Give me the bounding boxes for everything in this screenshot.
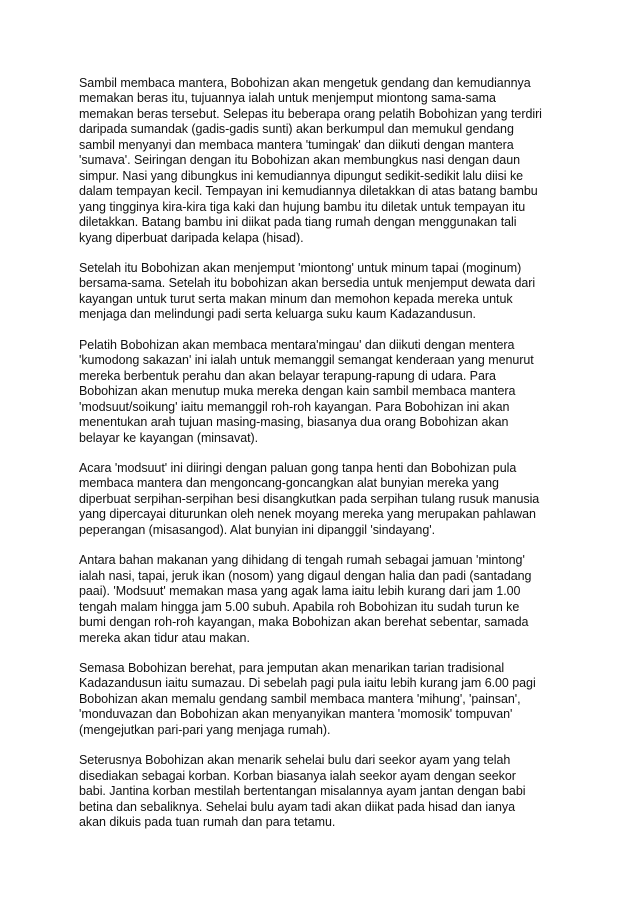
paragraph-4 — [79, 461, 565, 538]
text-line: dalam tempayan kecil. Tempayan ini kemudiannya diletakkan di atas batang bambu — [79, 184, 538, 199]
text-line: yang dipercayai diturunkan oleh nenek moyang mereka yang merupakan pahlawan — [79, 507, 536, 522]
document-body — [79, 76, 565, 830]
paragraph-2 — [79, 261, 565, 323]
text-line: bersama-sama. Setelah itu bobohizan akan bersedia untuk menjemput dewata dari — [79, 276, 536, 291]
text-line: betina dan sebaliknya. Sehelai bulu ayam tadi akan diikat pada hisad dan ianya — [79, 799, 515, 814]
text-line: Kadazandusun iaitu sumazau. Di sebelah pagi pula iaitu lebih kurang jam 6.00 pagi — [79, 676, 536, 691]
paragraph-6 — [79, 661, 565, 738]
text-line: Bobohizan akan menutup muka mereka dengan kain sambil membaca mantera — [79, 384, 516, 399]
text-line: (mengejutkan pari-pari yang menjaga rumah). — [79, 722, 331, 737]
text-line: sambil menyanyi dan membaca mantera 'tumingak' dan diikuti dengan mantera — [79, 137, 514, 152]
paragraph-5 — [79, 553, 565, 646]
text-line: diletakkan. Batang bambu ini diikat pada tiang rumah dengan menggunakan tali — [79, 215, 517, 230]
text-line: membaca mantera dan mengoncang-goncangkan alat bunyian mereka yang — [79, 476, 499, 491]
text-line: menjaga dan melindungi padi serta keluarga suku kaum Kadazandusun. — [79, 307, 476, 322]
text-line: simpur. Nasi yang dibungkus ini kemudiannya dipungut sedikit-sedikit lalu diisi ke — [79, 168, 524, 183]
text-line: 'monduvazan dan Bobohizan akan menyanyikan mantera 'momosik' tompuvan' — [79, 707, 513, 722]
text-line: ialah nasi, tapai, jeruk ikan (nosom) yang digaul dengan halia dan padi (santadang — [79, 568, 532, 583]
text-line: tengah malam hingga jam 5.00 subuh. Apabila roh Bobohizan itu sudah turun ke — [79, 599, 520, 614]
text-line: diperbuat serpihan-serpihan besi disangkutkan pada serpihan tulang rusuk manusia — [79, 491, 540, 506]
text-line: mereka berbentuk perahu dan akan belayar terapung-rapung di udara. Para — [79, 368, 496, 383]
text-line: 'kumodong sakazan' ini ialah untuk memanggil semangat kenderaan yang menurut — [79, 353, 534, 368]
text-line: bumi dengan roh-roh kayangan, maka Bobohizan akan berehat sebentar, samada — [79, 615, 529, 630]
text-line: Setelah itu Bobohizan akan menjemput 'miontong' untuk minum tapai (moginum) — [79, 260, 522, 275]
text-line: belayar ke kayangan (minsavat). — [79, 430, 259, 445]
text-line: akan dikuis pada tuan rumah dan para tetamu. — [79, 815, 336, 830]
text-line: memakan beras itu, tujuannya ialah untuk menjemput miontong sama-sama — [79, 91, 496, 106]
text-line: Antara bahan makanan yang dihidang di tengah rumah sebagai jamuan 'mintong' — [79, 553, 525, 568]
text-line: yang tingginya kira-kira tiga kaki dan hujung bambu itu diletak untuk tempayan itu — [79, 199, 526, 214]
text-line: 'modsuut/soikung' iaitu memanggil roh-roh kayangan. Para Bobohizan ini akan — [79, 399, 510, 414]
text-line: 'sumava'. Seiringan dengan itu Bobohizan akan membungkus nasi dengan daun — [79, 153, 521, 168]
text-line: Acara 'modsuut' ini diiringi dengan paluan gong tanpa henti dan Bobohizan pula — [79, 460, 517, 475]
text-line: Seterusnya Bobohizan akan menarik sehelai bulu dari seekor ayam yang telah — [79, 753, 511, 768]
text-line: Bobohizan akan memalu gendang sambil membaca mantera 'mihung', 'painsan', — [79, 691, 521, 706]
text-line: kyang diperbuat daripada kelapa (hisad). — [79, 230, 304, 245]
text-line: disediakan sebagai korban. Korban biasanya ialah seekor ayam dengan seekor — [79, 768, 516, 783]
text-line: peperangan (misasangod). Alat bunyian ini dipanggil 'sindayang'. — [79, 522, 435, 537]
text-line: Semasa Bobohizan berehat, para jemputan akan menarikan tarian tradisional — [79, 660, 505, 675]
text-line: kayangan untuk turut serta makan minum dan memohon kepada mereka untuk — [79, 291, 513, 306]
text-line: menentukan arah tujuan masing-masing, biasanya dua orang Bobohizan akan — [79, 415, 509, 430]
text-line: memakan beras tersebut. Selepas itu beberapa orang pelatih Bobohizan yang terdiri — [79, 106, 542, 121]
text-line: daripada sumandak (gadis-gadis sunti) akan berkumpul dan memukul gendang — [79, 122, 514, 137]
text-line: Sambil membaca mantera, Bobohizan akan mengetuk gendang dan kemudiannya — [79, 76, 531, 90]
text-line: mereka akan tidur atau makan. — [79, 630, 250, 645]
paragraph-7 — [79, 753, 565, 830]
paragraph-1 — [79, 76, 565, 246]
paragraph-3 — [79, 338, 565, 446]
text-line: Pelatih Bobohizan akan membaca mentara'mingau' dan diikuti dengan mentera — [79, 337, 515, 352]
text-line: babi. Jantina korban mestilah bertentangan misalannya ayam jantan dengan babi — [79, 784, 526, 799]
text-line: paai). 'Modsuut' memakan masa yang agak lama iaitu lebih kurang dari jam 1.00 — [79, 584, 521, 599]
